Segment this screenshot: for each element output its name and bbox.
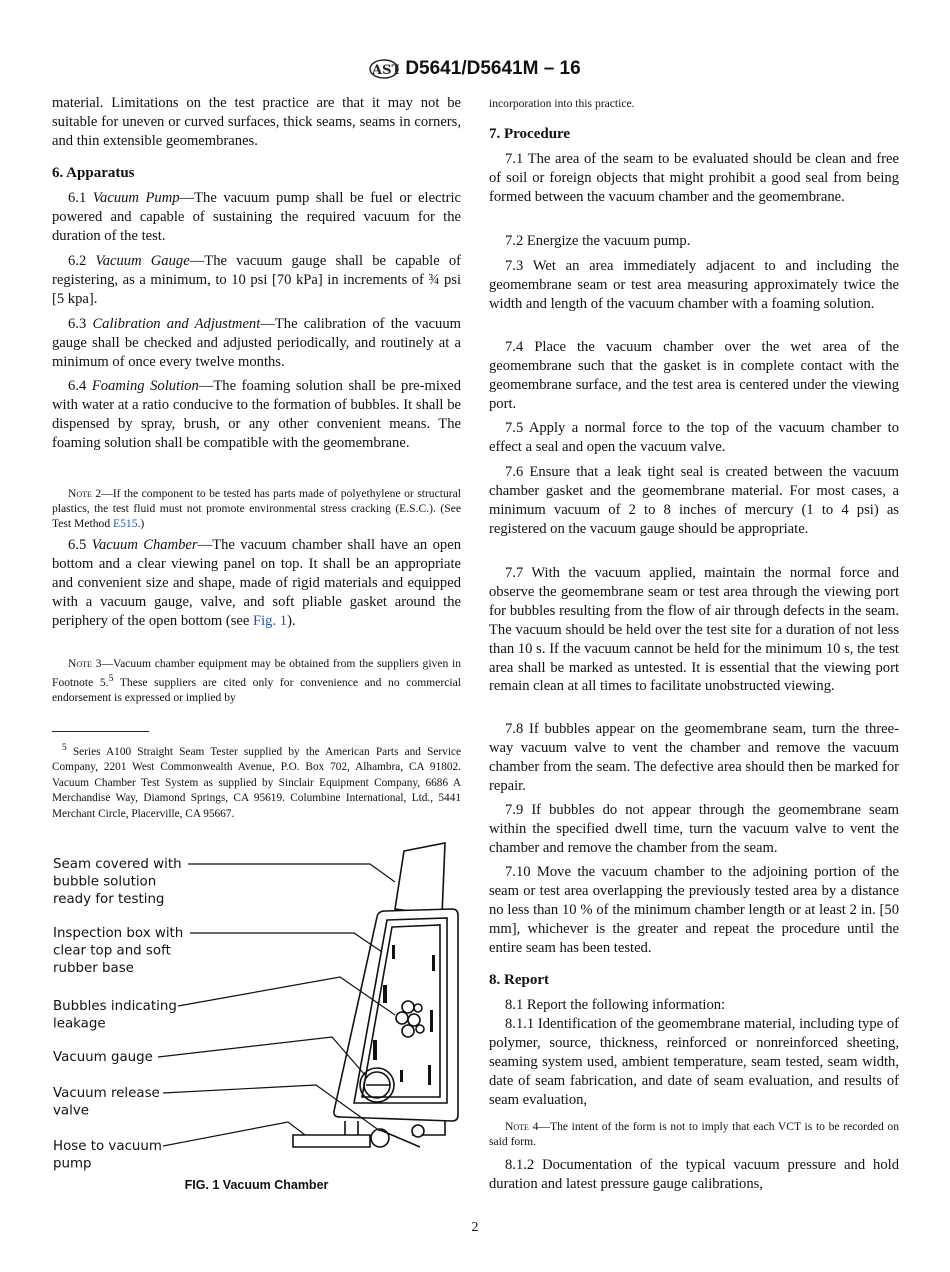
page-number: 2 — [471, 1220, 479, 1235]
paragraph-6-5: 6.5 Vacuum Chamber—The vacuum chamber shall have an open bottom and a clear viewing panel on top. It shall be an appropriate and convenient size and shape, made of rigid materials and equipped with a vacuum gauge, valve, and soft pliable gasket around the periphery of the open bottom (see Fig. 1). — [52, 537, 461, 629]
note-4: Note 4—The intent of the form is not to imply that each VCT is to be recorded on said form. — [489, 1120, 899, 1148]
paragraph-6-1: 6.1 Vacuum Pump—The vacuum pump shall be fuel or electric powered and capable of sustaining the required vacuum for the duration of the test. — [52, 190, 461, 244]
section-heading-report: 8. Report — [489, 972, 549, 988]
svg-text:AST: AST — [372, 63, 400, 78]
footnote-divider — [52, 731, 149, 732]
svg-text:Vacuum gauge: Vacuum gauge — [53, 1050, 153, 1065]
svg-text:Inspection box withclear top a: Inspection box with clear top and soft rubber base — [53, 926, 184, 976]
paragraph-7-6: 7.6 Ensure that a leak tight seal is created between the vacuum chamber gasket and the geomembrane material. For most cases, a minimum vacuum of 2 to 8 inches of mercury (1 to 4 psi) as registered on the vacuum gauge should be appropriate. — [489, 464, 899, 537]
chamber-drawing — [293, 843, 458, 1147]
paragraph-8-1-2: 8.1.2 Documentation of the typical vacuum pressure and hold duration and latest pressure gauge calibrations, — [489, 1157, 899, 1192]
paragraph-7-7: 7.7 With the vacuum applied, maintain the normal force and observe the geomembrane seam or test area through the viewing port for bubbles resulting from the flow of air through defects in the seam. The vacuum should be held over the test site for a duration of not less than 10 s. If the vacuum cannot be held for the minimum 10 s, the test area shall be marked as untested. It is essential that the viewing port remain clean at all times to facilitate unobstructed viewing. — [489, 565, 899, 695]
svg-text:Hose to vacuumpump: Hose to vacuum pump — [53, 1139, 162, 1172]
paragraph-8-1: 8.1 Report the following information: — [505, 997, 726, 1013]
astm-logo-icon — [369, 55, 399, 83]
paragraph-6-2: 6.2 Vacuum Gauge—The vacuum gauge shall be capable of registering, as a minimum, to 10 psi [70 kPa] in increments of ¾ psi [5 kpa]. — [52, 253, 462, 307]
section-heading-apparatus: 6. Apparatus — [52, 165, 135, 181]
section-heading-procedure: 7. Procedure — [489, 126, 571, 142]
paragraph-7-9: 7.9 If bubbles do not appear through the geomembrane seam within the specified dwell time, turn the vacuum valve to vent the chamber and remove the chamber from the seam. — [489, 802, 899, 856]
continued-paragraph: material. Limitations on the test practice are that it may not be suitable for uneven or curved surfaces, thick seams, seams in corners, and thin extensible geomembranes. — [52, 95, 461, 149]
note-3-continued: incorporation into this practice. — [489, 97, 635, 110]
note-2: Note 2—If the component to be tested has parts made of polyethylene or structural plastics, the test fluid must not promote environmental stress cracking (E.S.C.). (See Test Method E515.) — [52, 487, 461, 530]
link-e515[interactable]: E515 — [113, 517, 138, 530]
paragraph-7-5: 7.5 Apply a normal force to the top of the vacuum chamber to effect a seal and open the vacuum valve. — [489, 420, 899, 455]
figure-labels — [53, 857, 183, 1172]
designation: D5641/D5641M – 16 — [405, 58, 581, 80]
paragraph-7-4: 7.4 Place the vacuum chamber over the wet area of the geomembrane such that the gasket is in complete contact with the geomembrane surface, and the test area is centered under the viewing port. — [489, 339, 899, 412]
paragraph-8-1-1: 8.1.1 Identification of the geomembrane material, including type of polymer, source, thickness, reinforced or nonreinforced sheeting, seaming system used, ambient temperature, seam tested, seam width, date of seam fabrication, and date of seam evaluation, and results of seam evaluation, — [489, 1016, 899, 1108]
paragraph-7-8: 7.8 If bubbles appear on the geomembrane seam, turn the three-way vacuum valve to vent the chamber and remove the vacuum chamber from the seam. The defective area should then be marked for repair. — [489, 721, 899, 794]
paragraph-7-10: 7.10 Move the vacuum chamber to the adjoining portion of the seam or test area overlapping the previously tested area by a distance no less than 10 % of the minimum chamber length or at least 2 in. [50 mm], whichever is the greater and repeat the procedure until the entire seam has been tested. — [489, 864, 899, 956]
paragraph-6-4: 6.4 Foaming Solution—The foaming solution shall be pre-mixed with water at a ratio conducive to the formation of bubbles. It shall be dispensed by spray, brush, or any other convenient means. The foaming solution shall be compatible with the geomembrane. — [52, 378, 461, 451]
paragraph-7-1: 7.1 The area of the seam to be evaluated should be clean and free of soil or foreign objects that might prohibit a good seal from being formed between the vacuum chamber and the geomembrane. — [489, 151, 899, 205]
svg-text:Bubbles indicatingleakage: Bubbles indicating leakage — [53, 999, 177, 1032]
svg-text:Seam covered withbubble soluti: Seam covered with bubble solution ready for testing — [53, 857, 182, 907]
svg-text:Vacuum releasevalve: Vacuum release valve — [53, 1086, 160, 1119]
paragraph-6-3: 6.3 Calibration and Adjustment—The calibration of the vacuum gauge shall be checked and adjusted periodically, and routinely at a minimum of once every twelve months. — [52, 316, 461, 370]
figure-vacuum-chamber — [40, 835, 470, 1175]
note-3: Note 3—Vacuum chamber equipment may be obtained from the suppliers given in Footnote 5.$^5$ These suppliers are cited only for convenience and no commercial endorsement is expressed or implied by — [52, 657, 461, 704]
paragraph-7-3: 7.3 Wet an area immediately adjacent to and including the geomembrane seam or test area measuring approximately twice the width and length of the vacuum chamber with a foaming solution. — [489, 258, 899, 312]
figure-caption: FIG. 1 Vacuum Chamber — [184, 1178, 329, 1192]
link-fig-1[interactable]: Fig. 1 — [253, 612, 288, 629]
footnote-5: $^5$ Series A100 Straight Seam Tester supplied by the American Parts and Service Company, 2201 West Commonwealth Avenue, P.O. Box 702, Alhambra, CA 91802. Vacuum Chamber Test System as supplied by Sinclair Equipment Company, 6686 A Merchandise Way, Diamond Springs, CA 95619. Columbine International, Ltd., 5441 Merchant Circle, Placerville, CA 95667. — [52, 743, 461, 820]
paragraph-7-2: 7.2 Energize the vacuum pump. — [505, 233, 691, 249]
page-header — [0, 55, 950, 83]
